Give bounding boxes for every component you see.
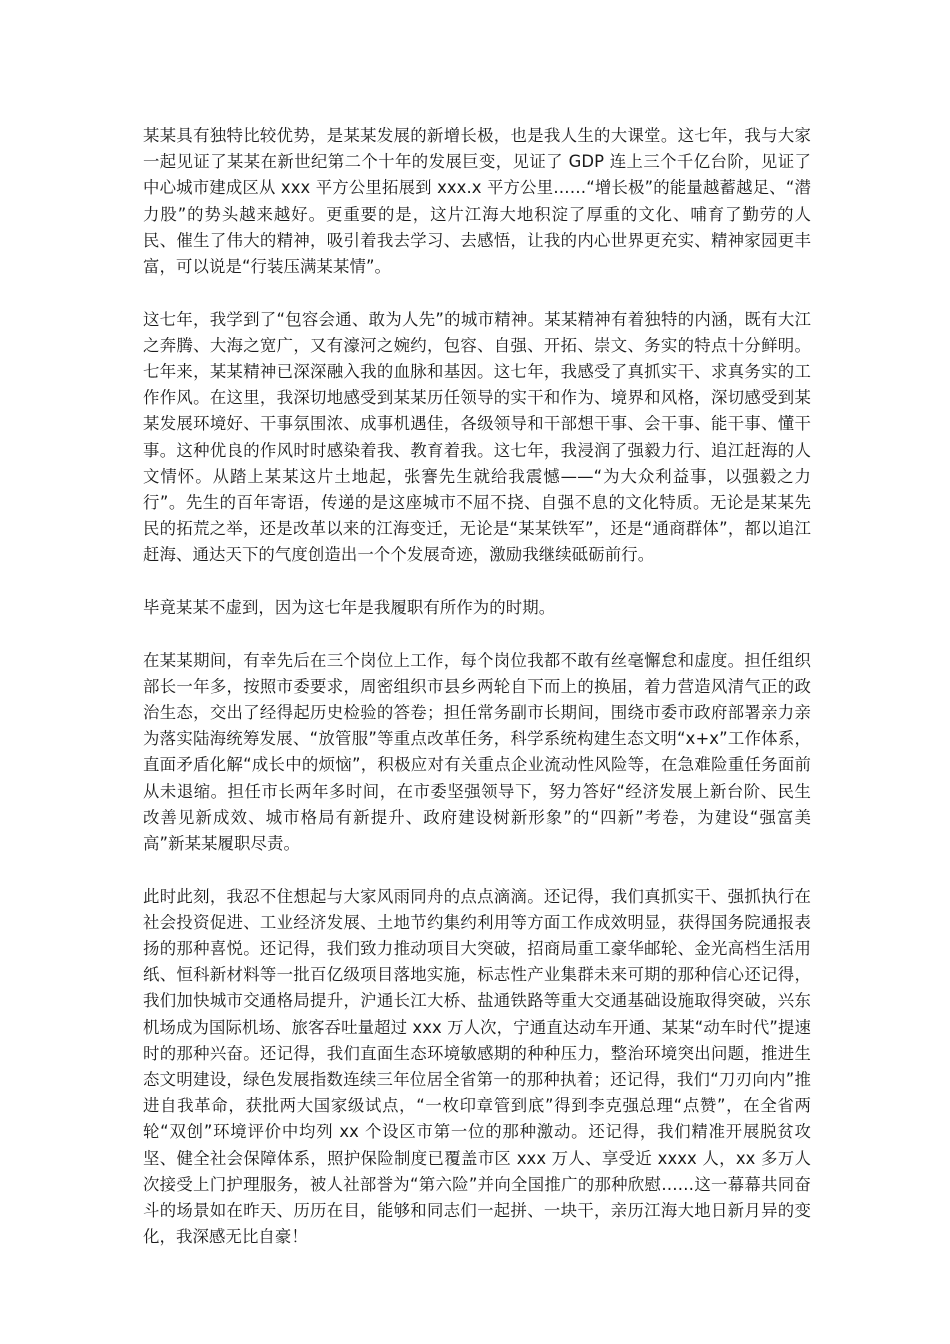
paragraph-2: 这七年，我学到了“包容会通、敢为人先”的城市精神。某某精神有着独特的内涵，既有大江之奔腾、大海之宽广，又有濠河之婉约，包容、自强、开拓、崇文、务实的特点十分鲜明。七年来，某某精神已深深融入我的血脉和基因。这七年，我感受了真抓实干、求真务实的工作作风。在这里，我深切地感受到某某历任领导的实干和作为、境界和风格，深切感受到某某发展环境好、干事氛围浓、成事机遇佳，各级领导和干部想干事、会干事、能干事、懂干事。这种优良的作风时时感染着我、教育着我。这七年，我浸润了强毅力行、追江赶海的人文情怀。从踏上某某这片土地起，张謇先生就给我震憾——“为大众利益事，以强毅之力行”。先生的百年寄语，传递的是这座城市不屈不挠、自强不息的文化特质。无论是某某先民的拓荒之举，还是改革以来的江海变迁，无论是“某某铁军”，还是“通商群体”，都以追江赶海、通达天下的气度创造出一个个发展奇迹，激励我继续砥砺前行。 (143, 309, 811, 565)
paragraph-1: 某某具有独特比较优势，是某某发展的新增长极，也是我人生的大课堂。这七年，我与大家一起见证了某某在新世纪第二个十年的发展巨变，见证了 GDP 连上三个千亿台阶，见证了中心城市建成区从 xxx 平方公里拓展到 xxx.x 平方公里……“增长极”的能量越蓄越足、“潜力股”的势头越来越好。更重要的是，这片江海大地积淀了厚重的文化、哺育了勤劳的人民、催生了伟大的精神，吸引着我去学习、去感悟，让我的内心世界更充实、精神家园更丰富，可以说是“行装压满某某情”。 (143, 126, 811, 277)
paragraph-4: 在某某期间，有幸先后在三个岗位上工作，每个岗位我都不敢有丝毫懈怠和虚度。担任组织部长一年多，按照市委要求，周密组织市县乡两轮自下而上的换届，着力营造风清气正的政治生态，交出了经得起历史检验的答卷；担任常务副市长期间，围绕市委市政府部署亲力亲为落实陆海统筹发展、“放管服”等重点改革任务，科学系统构建生态文明“x+x”工作体系，直面矛盾化解“成长中的烦恼”，积极应对有关重点企业流动性风险等，在急难险重任务面前从未退缩。担任市长两年多时间，在市委坚强领导下，努力答好“经济发展上新台阶、民生改善见新成效、城市格局有新提升、政府建设树新形象”的“四新”考卷，为建设“强富美高”新某某履职尽责。 (143, 650, 811, 854)
paragraph-3: 毕竟某某不虚到，因为这七年是我履职有所作为的时期。 (143, 598, 556, 618)
paragraph-5: 此时此刻，我忍不住想起与大家风雨同舟的点点滴滴。还记得，我们真抓实干、强抓执行在社会投资促进、工业经济发展、土地节约集约利用等方面工作成效明显，获得国务院通报表扬的那种喜悦。还记得，我们致力推动项目大突破，招商局重工豪华邮轮、金光高档生活用纸、恒科新材料等一批百亿级项目落地实施，标志性产业集群未来可期的那种信心还记得，我们加快城市交通格局提升，沪通长江大桥、盐通铁路等重大交通基础设施取得突破，兴东机场成为国际机场、旅客吞吐量超过 xxx 万人次，宁通直达动车开通、某某“动车时代”提速时的那种兴奋。还记得，我们直面生态环境敏感期的种种压力，整治环境突出问题，推进生态文明建设，绿色发展指数连续三年位居全省第一的那种执着；还记得，我们“刀刃向内”推进自我革命，获批两大国家级试点，“一枚印章管到底”得到李克强总理“点赞”，在全省两轮“双创”环境评价中均列 xx 个设区市第一位的那种激动。还记得，我们精准开展脱贫攻坚、健全社会保障体系，照护保险制度已覆盖市区 xxx 万人、享受近 xxxx 人，xx 多万人次接受上门护理服务，被人社部誉为“第六险”并向全国推广的那种欣慰……这一幕幕共同奋斗的场景如在昨天、历历在目，能够和同志们一起拼、一块干，亲历江海大地日新月异的变化，我深感无比自豪！ (143, 886, 811, 1247)
document-body (143, 123, 811, 1250)
